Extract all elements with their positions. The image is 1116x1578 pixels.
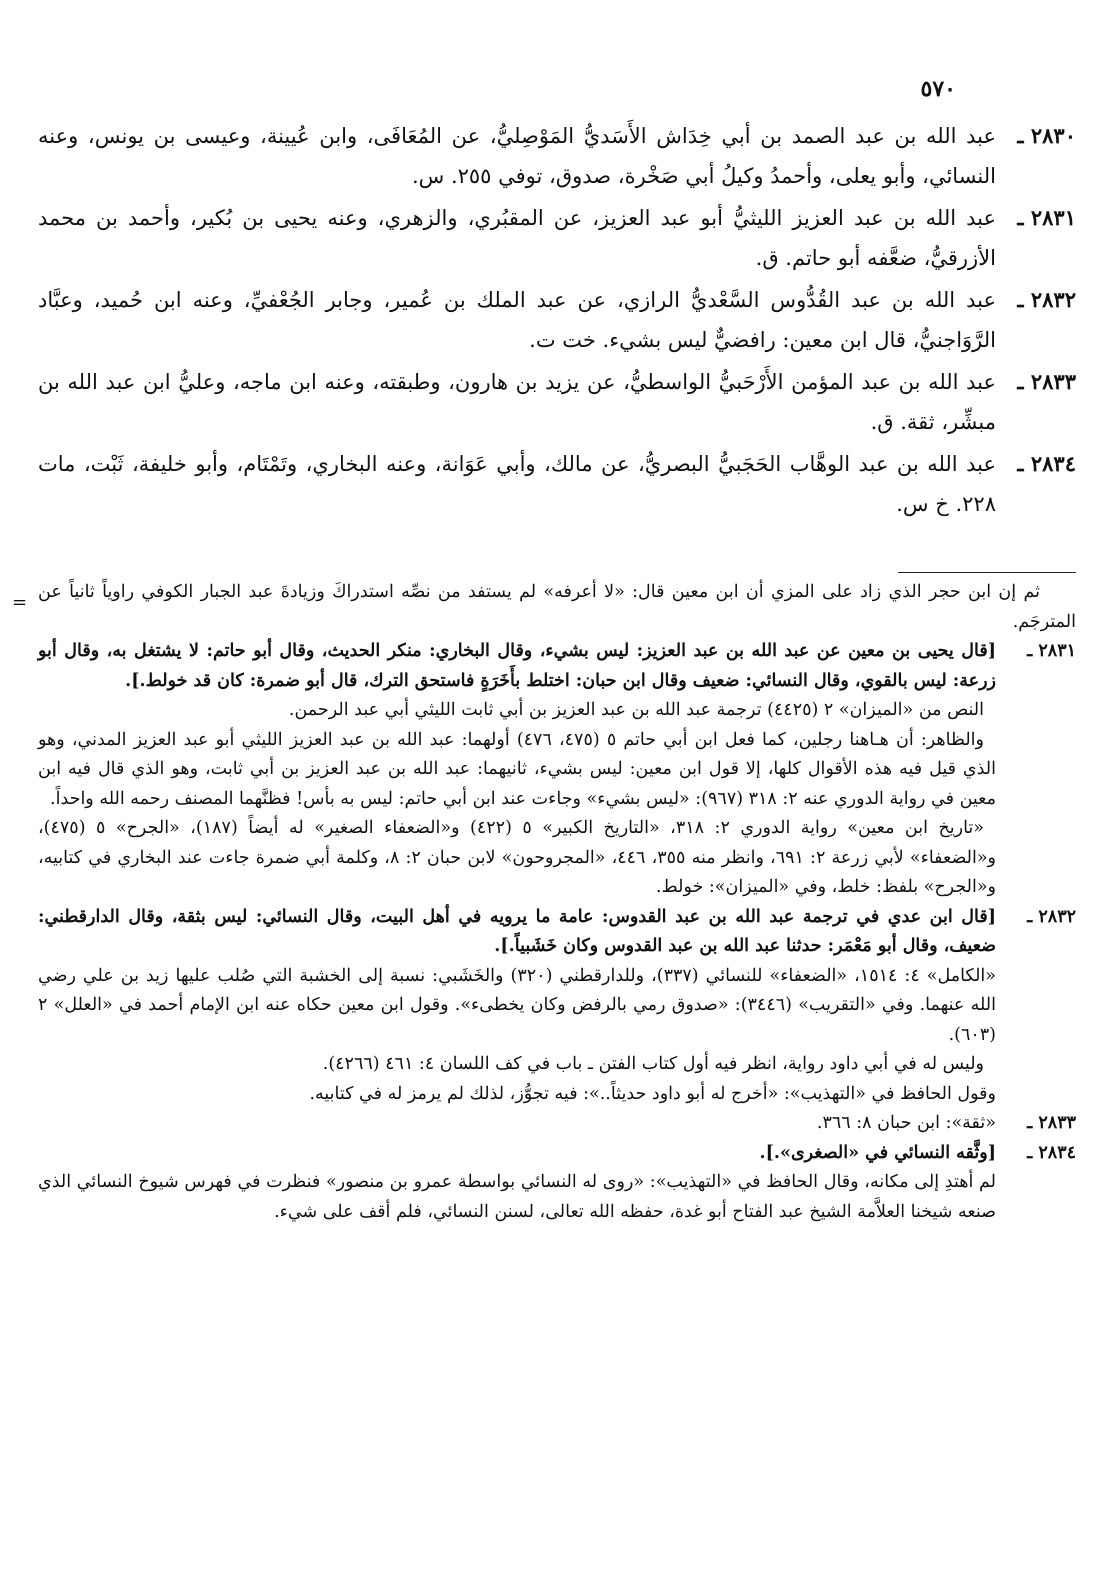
footnote-2831 xyxy=(38,637,1076,903)
entry-number: ٢٨٣٢ ـ xyxy=(1017,287,1076,312)
entry-number: ٢٨٣٤ ـ xyxy=(1017,451,1076,476)
continuation-mark: = xyxy=(12,592,28,613)
footnote-paragraph: وقول الحافظ في «التهذيب»: «أخرج له أبو داود حديثاً..»: فيه تجوُّز، لذلك لم يرمز له في كتابيه. xyxy=(309,1083,996,1104)
entry-number: ٢٨٣١ ـ xyxy=(1017,205,1076,230)
entry-text: عبد الله بن عبد القُدُّوس السَّعْديُّ الرازي، عن عبد الملك بن عُمير، وجابر الجُعْفيِّ، وعنه ابن حُميد، وعبَّاد الرَّوَاجنيُّ، قال ابن معين: رافضيٌّ ليس بشيء. خت ت. xyxy=(38,288,996,352)
footnote-number: ٢٨٣١ ـ xyxy=(1027,641,1076,661)
entry-number: ٢٨٣٠ ـ xyxy=(1017,123,1076,148)
footnote-quote: [قال يحيى بن معين عن عبد الله بن عبد العزيز: ليس بشيء، وقال البخاري: منكر الحديث، وقال أبو حاتم: لا يشتغل به، وقال أبو زرعة: ليس بالقوي، وقال النسائي: ضعيف وقال ابن حبان: اختلط بأَخَرَةٍ فاستحق الترك، قال أبو ضمرة: كان قد خولط.]. xyxy=(38,641,996,691)
entry-2834 xyxy=(38,444,1076,524)
footnote-quote: [وثَّقه النسائي في «الصغرى».]. xyxy=(759,1142,996,1163)
footnote-continuation xyxy=(12,578,1076,637)
entry-number: ٢٨٣٣ ـ xyxy=(1017,369,1076,394)
footnote-number: ٢٨٣٣ ـ xyxy=(1027,1113,1076,1133)
footnote-paragraph: «الكامل» ٤: ١٥١٤، «الضعفاء» للنسائي (٣٣٧)، وللدارقطني (٣٢٠) والخَشَبي: نسبة إلى الخشبة التي صُلب عليها زيد بن علي رضي الله عنهما. وفي «التقريب» (٣٤٤٦): «صدوق رمي بالرفض وكان يخطىء». وقول ابن معين حكاه عنه ابن الإمام أحمد في «العلل» ٢ (٦٠٣). xyxy=(38,965,996,1045)
entry-2830 xyxy=(38,116,1076,196)
footnote-number: ٢٨٣٤ ـ xyxy=(1027,1142,1076,1163)
entry-text: عبد الله بن عبد المؤمن الأَرْحَبيُّ الواسطيُّ، عن يزيد بن هارون، وطبقته، وعنه ابن ماجه، وعليُّ ابن عبد الله بن مبشِّر، ثقة. ق. xyxy=(38,370,996,434)
footnotes xyxy=(12,578,1076,1227)
footnote-2833 xyxy=(38,1109,1076,1139)
page-number: ٥٧٠ xyxy=(920,76,956,102)
footnote-quote: [قال ابن عدي في ترجمة عبد الله بن عبد القدوس: عامة ما يرويه في أهل البيت، وقال النسائي: ليس بثقة، وقال الدارقطني: ضعيف، وقال أبو مَعْمَر: حدثنا عبد الله بن عبد القدوس وكان خَشَبياً.]. xyxy=(38,906,996,956)
entry-2832 xyxy=(38,280,1076,360)
footnote-paragraph: لم أهتدِ إلى مكانه، وقال الحافظ في «التهذيب»: «روى له النسائي بواسطة عمرو بن منصور» فنظرت في فهرس شيوخ النسائي الذي صنعه شيخنا العلاَّمة الشيخ عبد الفتاح أبو غدة، حفظه الله تعالى، لسنن النسائي، فلم أقف على شيء. xyxy=(38,1172,996,1222)
footnote-paragraph: النص من «الميزان» ٢ (٤٤٢٥) ترجمة عبد الله بن عبد العزيز بن أبي ثابت الليثي أبي عبد الرحمن. xyxy=(288,700,984,720)
footnote-paragraph: والظاهر: أن هـاهنا رجلين، كما فعل ابن أبي حاتم ٥ (٤٧٥، ٤٧٦) أولهما: عبد الله بن عبد العزيز الليثي أبو عبد العزيز المدني، وهو الذي قيل فيه هذه الأقوال كلها، إلا قول ابن معين: ليس بشيء، ثانيهما: عبد الله بن عبد العزيز بن أبي ثابت، وهو الذي قال فيه ابن معين في رواية الدوري عنه ٢: ٣١٨ (٩٦٧): «ليس بشيء» وجاءت عند ابن أبي حاتم: ليس به بأس! فظنَّهما المصنف رحمه الله واحداً. xyxy=(38,729,996,809)
footnote-paragraph: وليس له في أبي داود رواية، انظر فيه أول كتاب الفتن ـ باب في كف اللسان ٤: ٤٦١ (٤٢٦٦). xyxy=(322,1054,984,1074)
footnote-paragraph: «تاريخ ابن معين» رواية الدوري ٢: ٣١٨، «التاريخ الكبير» ٥ (٤٢٢) و«الضعفاء الصغير» له أيضاً (١٨٧)، «الجرح» ٥ (٤٧٥)، و«الضعفاء» لأبي زرعة ٢: ٦٩١، وانظر منه ٣٥٥، ٤٤٦، «المجروحون» لابن حبان ٢: ٨، وكلمة أبي ضمرة جاءت عند البخاري في كتابيه، و«الجرح» بلفظ: خلط، وفي «الميزان»: خولط. xyxy=(38,818,996,897)
entry-text: عبد الله بن عبد الوهَّاب الحَجَبيُّ البصريُّ، عن مالك، وأبي عَوَانة، وعنه البخاري، وتَمْتَام، وأبو خليفة، ثَبْت، مات ٢٢٨. خ س. xyxy=(38,452,996,516)
footnote-2832 xyxy=(38,903,1076,1110)
continuation-text: ثم إن ابن حجر الذي زاد على المزي أن ابن معين قال: «لا أعرفه» لم يستفد من نصِّه استدراكَ وزيادةَ عبد الجبار الكوفي راوياً ثانياً عن المترجَم. xyxy=(38,582,1076,632)
entry-text: عبد الله بن عبد العزيز الليثيُّ أبو عبد العزيز، عن المقبُري، والزهري، وعنه يحيى بن بُكير، وأحمد بن محمد الأزرقيُّ، ضعَّفه أبو حاتم. ق. xyxy=(38,206,997,270)
entry-2831 xyxy=(38,198,1076,278)
footnote-number: ٢٨٣٢ ـ xyxy=(1027,906,1076,927)
entry-text: عبد الله بن عبد الصمد بن أبي خِدَاش الأَسَديُّ المَوْصِليُّ، عن المُعَافَى، وابن عُيينة، وعيسى بن يونس، وعنه النسائي، وأبو يعلى، وأحمدُ وكيلُ أبي صَخْرة، صدوق، توفي ٢٥٥. س. xyxy=(38,124,996,188)
footnote-paragraph: «ثقة»: ابن حبان ٨: ٣٦٦. xyxy=(816,1113,996,1133)
footnote-separator xyxy=(898,572,1076,573)
footnote-2834 xyxy=(38,1139,1076,1228)
entry-2833 xyxy=(38,362,1076,442)
main-text xyxy=(38,116,1076,526)
